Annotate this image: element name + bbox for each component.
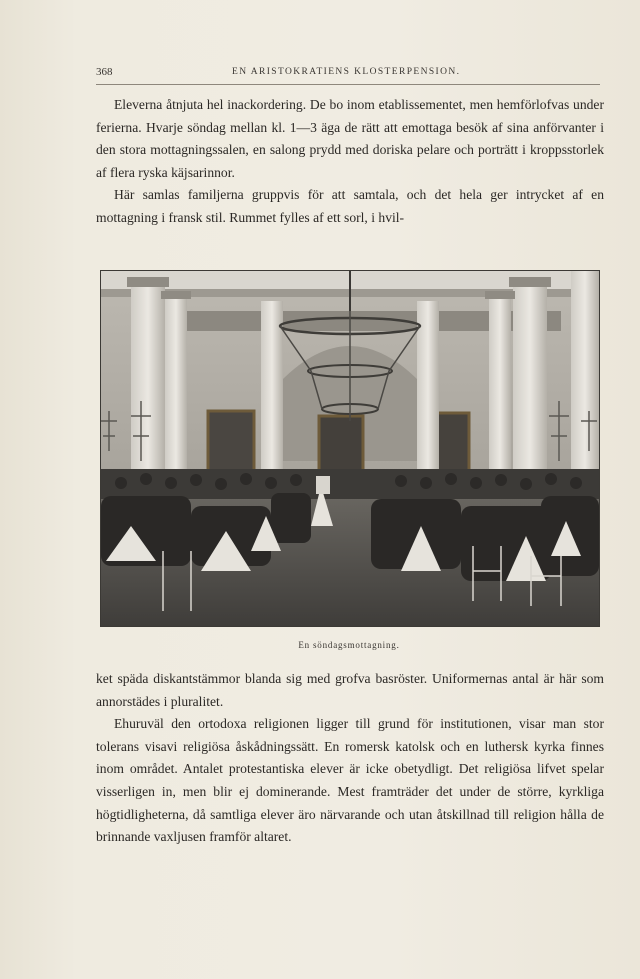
body-text-top: [96, 94, 604, 230]
figure-caption: En söndagsmottagning.: [298, 640, 400, 650]
paragraph: Här samlas familjerna gruppvis för att samtala, och det hela ger intrycket af en mottagning i fransk stil. Rummet fylles af ett sorl, i hvil-: [96, 187, 604, 225]
reception-hall-photograph: [100, 270, 600, 627]
body-text-bottom: [96, 668, 604, 849]
page-number: 368: [96, 66, 113, 78]
running-head: EN ARISTOKRATIENS KLOSTERPENSION.: [232, 67, 461, 77]
photograph-icon: [101, 271, 599, 626]
paragraph: ket späda diskantstämmor blanda sig med grofva basröster. Uniformernas antal är här som annorstädes i pluralitet.: [96, 671, 604, 709]
paragraph: Ehuruväl den ortodoxa religionen ligger till grund för institutionen, visar man stor tolerans visavi religiösa åskådningssätt. En romersk katolsk och en luthersk kyrka finnes inom området. Antalet protestantiska elever är icke obetydligt. Det religiösa lifvet spelar visserligen in, men blir ej dominerande. Mest framträder det under de större, kyrkliga högtidligheterna, då samtliga elever äro närvarande och utan åtskillnad till religion hålla de brinnande vaxljusen framför altaret.: [96, 716, 604, 845]
page-header: [96, 66, 600, 85]
paragraph: Eleverna åtnjuta hel inackordering. De bo inom etablissementet, men hemförlofvas under ferierna. Hvarje söndag mellan kl. 1—3 äga de rätt att emottaga besök af sina anförvanter i den stora mottagningssalen, en salong prydd med doriska pelare och porträtt i kroppsstorlek af flera ryska käjsarinnor.: [96, 97, 604, 180]
